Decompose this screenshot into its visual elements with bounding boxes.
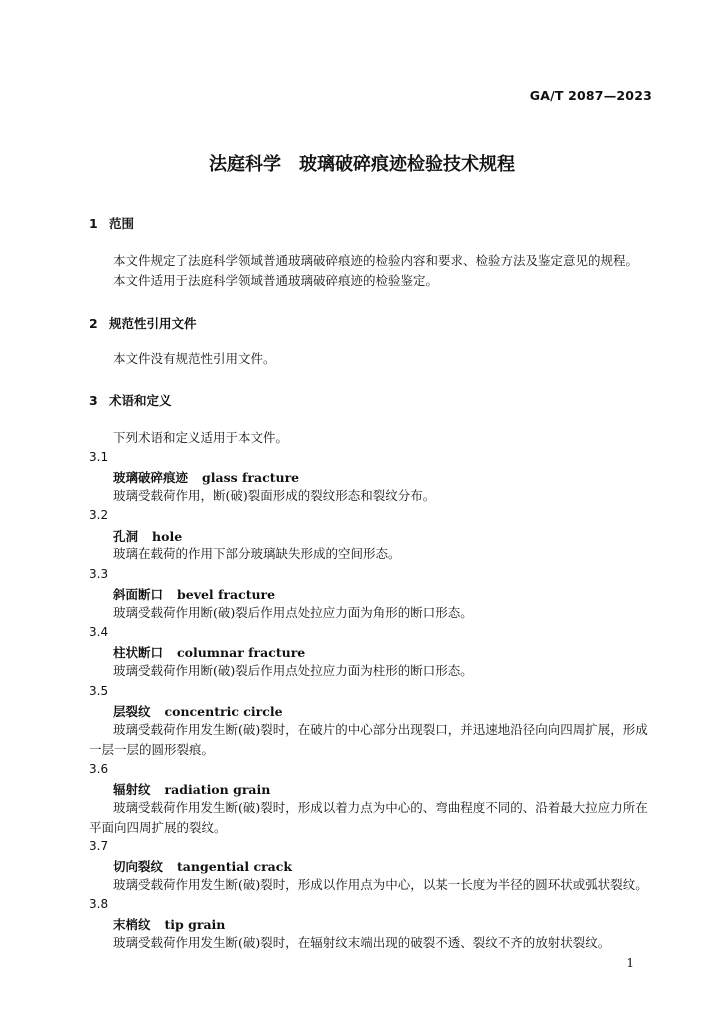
term-definition: 玻璃受载荷作用发生断(破)裂时，在辐射纹末端出现的破裂不透、裂纹不齐的放射状裂纹。 bbox=[113, 935, 611, 950]
term-zh: 辐射纹 bbox=[113, 782, 151, 797]
term-number: 3.1 bbox=[89, 450, 109, 464]
section-heading-normative-references bbox=[89, 314, 197, 332]
term-number: 3.4 bbox=[89, 625, 109, 639]
term-heading bbox=[113, 643, 305, 661]
term-en: tip grain bbox=[164, 917, 226, 932]
term-number: 3.3 bbox=[89, 567, 109, 581]
term-en: columnar fracture bbox=[177, 645, 306, 660]
term-en: bevel fracture bbox=[177, 587, 276, 602]
term-zh: 切向裂纹 bbox=[113, 859, 164, 874]
term-zh: 层裂纹 bbox=[113, 704, 151, 719]
term-heading bbox=[113, 857, 292, 875]
term-heading bbox=[113, 468, 299, 486]
term-heading bbox=[113, 585, 275, 603]
term-en: hole bbox=[152, 529, 183, 544]
section-heading-terms bbox=[89, 391, 172, 409]
term-zh: 斜面断口 bbox=[113, 587, 164, 602]
term-zh: 玻璃破碎痕迹 bbox=[113, 470, 189, 485]
term-number: 3.7 bbox=[89, 839, 109, 853]
term-zh: 柱状断口 bbox=[113, 645, 164, 660]
term-en: radiation grain bbox=[164, 782, 271, 797]
document-title: 法庭科学 玻璃破碎痕迹检验技术规程 bbox=[209, 154, 515, 175]
section-title: 规范性引用文件 bbox=[109, 316, 197, 331]
paragraph: 本文件没有规范性引用文件。 bbox=[113, 351, 276, 366]
section-title: 术语和定义 bbox=[109, 393, 172, 408]
paragraph: 下列术语和定义适用于本文件。 bbox=[113, 430, 289, 445]
term-definition: 玻璃受载荷作用发生断(破)裂时，在破片的中心部分出现裂口，并迅速地沿径向向四周扩展，形成一层一层的圆形裂痕。 bbox=[89, 722, 648, 757]
term-zh: 末梢纹 bbox=[113, 917, 151, 932]
standard-code: GA/T 2087—2023 bbox=[529, 88, 652, 103]
section-number: 2 bbox=[89, 316, 98, 331]
term-definition: 玻璃受载荷作用断(破)裂后作用点处拉应力面为柱形的断口形态。 bbox=[113, 663, 473, 678]
term-en: glass fracture bbox=[202, 470, 300, 485]
paragraph: 本文件规定了法庭科学领域普通玻璃破碎痕迹的检验内容和要求、检验方法及鉴定意见的规程。 bbox=[113, 253, 639, 268]
section-heading-scope bbox=[89, 214, 134, 232]
term-heading bbox=[113, 702, 283, 720]
term-number: 3.6 bbox=[89, 762, 109, 776]
term-number: 3.5 bbox=[89, 684, 109, 698]
term-definition: 玻璃受载荷作用，断(破)裂面形成的裂纹形态和裂纹分布。 bbox=[113, 488, 436, 503]
term-definition: 玻璃受载荷作用断(破)裂后作用点处拉应力面为角形的断口形态。 bbox=[113, 605, 473, 620]
term-heading bbox=[113, 527, 182, 545]
term-definition: 玻璃受载荷作用发生断(破)裂时，形成以作用点为中心，以某一长度为半径的圆环状或弧状裂纹。 bbox=[113, 877, 648, 892]
term-heading bbox=[113, 780, 270, 798]
term-definition: 玻璃在载荷的作用下部分玻璃缺失形成的空间形态。 bbox=[113, 546, 401, 561]
section-number: 1 bbox=[89, 216, 98, 231]
term-en: concentric circle bbox=[164, 704, 283, 719]
page-number: 1 bbox=[626, 956, 634, 970]
term-number: 3.8 bbox=[89, 897, 109, 911]
paragraph: 本文件适用于法庭科学领域普通玻璃破碎痕迹的检验鉴定。 bbox=[113, 273, 439, 288]
term-number: 3.2 bbox=[89, 508, 109, 522]
term-en: tangential crack bbox=[177, 859, 293, 874]
term-definition: 玻璃受载荷作用发生断(破)裂时，形成以着力点为中心的、弯曲程度不同的、沿着最大拉应力所在平面向四周扩展的裂纹。 bbox=[89, 800, 648, 835]
section-title: 范围 bbox=[109, 216, 135, 231]
term-zh: 孔洞 bbox=[113, 529, 139, 544]
term-heading bbox=[113, 915, 225, 933]
section-number: 3 bbox=[89, 393, 98, 408]
